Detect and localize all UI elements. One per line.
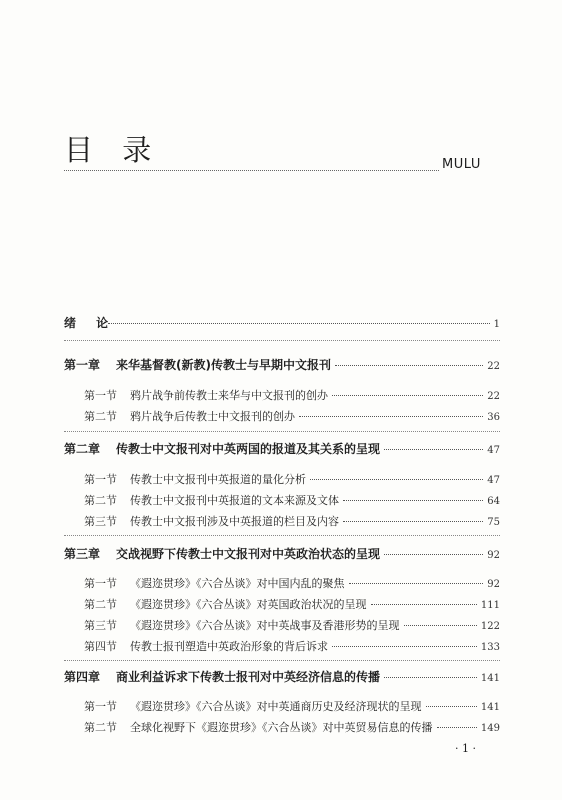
section-label: 第二节 bbox=[84, 598, 117, 611]
section-title: 传教士中文报刊中英报道的文本来源及文体 bbox=[130, 494, 339, 507]
chapter-divider bbox=[64, 431, 500, 432]
toc-section-2-2[interactable] bbox=[64, 492, 500, 510]
toc-section-3-2[interactable] bbox=[64, 596, 500, 614]
dot-leader bbox=[384, 554, 483, 555]
page-number: 47 bbox=[487, 445, 500, 456]
toc-chapter-2[interactable] bbox=[64, 440, 500, 458]
section-label: 第三节 bbox=[84, 515, 117, 528]
dot-leader bbox=[332, 646, 477, 647]
page-number: 36 bbox=[487, 412, 500, 423]
dot-leader bbox=[343, 521, 483, 522]
toc-section-1-2[interactable] bbox=[64, 408, 500, 426]
section-title: 传教士报刊塑造中英政治形象的背后诉求 bbox=[130, 640, 328, 653]
section-label: 第二节 bbox=[84, 721, 117, 734]
dot-leader bbox=[349, 583, 484, 584]
toc-entry-intro[interactable] bbox=[64, 314, 500, 332]
section-label: 第一节 bbox=[84, 577, 117, 590]
dot-leader bbox=[371, 604, 477, 605]
toc-section-3-4[interactable] bbox=[64, 638, 500, 656]
chapter-label: 第四章 bbox=[64, 670, 101, 684]
page-number: 149 bbox=[480, 723, 500, 734]
section-label: 第一节 bbox=[84, 389, 117, 402]
toc-section-2-3[interactable] bbox=[64, 513, 500, 531]
chapter-title: 传教士中文报刊对中英两国的报道及其关系的呈现 bbox=[116, 442, 381, 456]
page-number: 47 bbox=[487, 475, 500, 486]
page-number: 92 bbox=[487, 550, 500, 561]
page-folio: · 1 · bbox=[455, 742, 476, 755]
chapter-title: 来华基督教(新教)传教士与早期中文报刊 bbox=[116, 358, 331, 372]
page-number: 111 bbox=[480, 600, 500, 611]
chapter-label: 第一章 bbox=[64, 358, 101, 372]
page-number: 122 bbox=[480, 621, 500, 632]
toc-section-2-1[interactable] bbox=[64, 471, 500, 489]
dot-leader bbox=[343, 500, 483, 501]
section-title: 《遐迩贯珍》《六合丛谈》对英国政治状况的呈现 bbox=[130, 598, 367, 611]
chapter-divider bbox=[64, 340, 500, 341]
chapter-title: 商业利益诉求下传教士报刊对中英经济信息的传播 bbox=[116, 670, 381, 684]
toc-section-4-1[interactable] bbox=[64, 698, 500, 716]
section-label: 第一节 bbox=[84, 700, 117, 713]
dot-leader bbox=[384, 449, 483, 450]
section-title: 《遐迩贯珍》《六合丛谈》对中国内乱的聚焦 bbox=[130, 577, 345, 590]
toc-section-4-2[interactable] bbox=[64, 719, 500, 737]
toc-chapter-4[interactable] bbox=[64, 668, 500, 686]
section-label: 第四节 bbox=[84, 640, 117, 653]
dot-leader bbox=[335, 365, 483, 366]
toc-chapter-1[interactable] bbox=[64, 356, 500, 374]
section-title: 《遐迩贯珍》《六合丛谈》对中英战事及香港形势的呈现 bbox=[130, 619, 400, 632]
page-number: 133 bbox=[480, 642, 500, 653]
chapter-divider bbox=[64, 535, 500, 536]
section-title: 传教士中文报刊中英报道的量化分析 bbox=[130, 473, 306, 486]
page-number: 22 bbox=[487, 361, 500, 372]
dot-leader bbox=[384, 677, 477, 678]
dot-leader bbox=[108, 323, 490, 324]
section-label: 第二节 bbox=[84, 410, 117, 423]
section-label: 第一节 bbox=[84, 473, 117, 486]
chapter-divider bbox=[64, 660, 500, 661]
page-number: 141 bbox=[480, 673, 500, 684]
page-number: 141 bbox=[480, 702, 500, 713]
toc-section-3-3[interactable] bbox=[64, 617, 500, 635]
dot-leader bbox=[310, 479, 483, 480]
dot-leader bbox=[426, 706, 477, 707]
section-title: 全球化视野下《遐迩贯珍》《六合丛谈》对中英贸易信息的传播 bbox=[130, 721, 433, 734]
page-subtitle: MULU bbox=[442, 157, 481, 172]
toc-section-1-1[interactable] bbox=[64, 387, 500, 405]
dot-leader bbox=[404, 625, 477, 626]
section-label: 第二节 bbox=[84, 494, 117, 507]
section-label: 第三节 bbox=[84, 619, 117, 632]
page-number: 22 bbox=[487, 391, 500, 402]
chapter-label: 第二章 bbox=[64, 442, 101, 456]
dot-leader bbox=[437, 727, 477, 728]
page-title: 目 录 bbox=[64, 133, 162, 167]
dot-leader bbox=[299, 416, 483, 417]
page-number: 92 bbox=[487, 579, 500, 590]
page-number: 1 bbox=[493, 319, 500, 330]
toc-chapter-3[interactable] bbox=[64, 545, 500, 563]
chapter-title: 交战视野下传教士中文报刊对中英政治状态的呈现 bbox=[116, 547, 381, 561]
toc-section-3-1[interactable] bbox=[64, 575, 500, 593]
toc-entry-title: 绪 论 bbox=[64, 316, 117, 330]
dot-leader bbox=[332, 395, 483, 396]
page-number: 64 bbox=[487, 496, 500, 507]
section-title: 鸦片战争后传教士中文报刊的创办 bbox=[130, 410, 295, 423]
table-of-contents bbox=[64, 0, 500, 800]
section-title: 鸦片战争前传教士来华与中文报刊的创办 bbox=[130, 389, 328, 402]
chapter-label: 第三章 bbox=[64, 547, 101, 561]
section-title: 传教士中文报刊涉及中英报道的栏目及内容 bbox=[130, 515, 339, 528]
page-number: 75 bbox=[487, 517, 500, 528]
section-title: 《遐迩贯珍》《六合丛谈》对中英通商历史及经济现状的呈现 bbox=[130, 700, 422, 713]
